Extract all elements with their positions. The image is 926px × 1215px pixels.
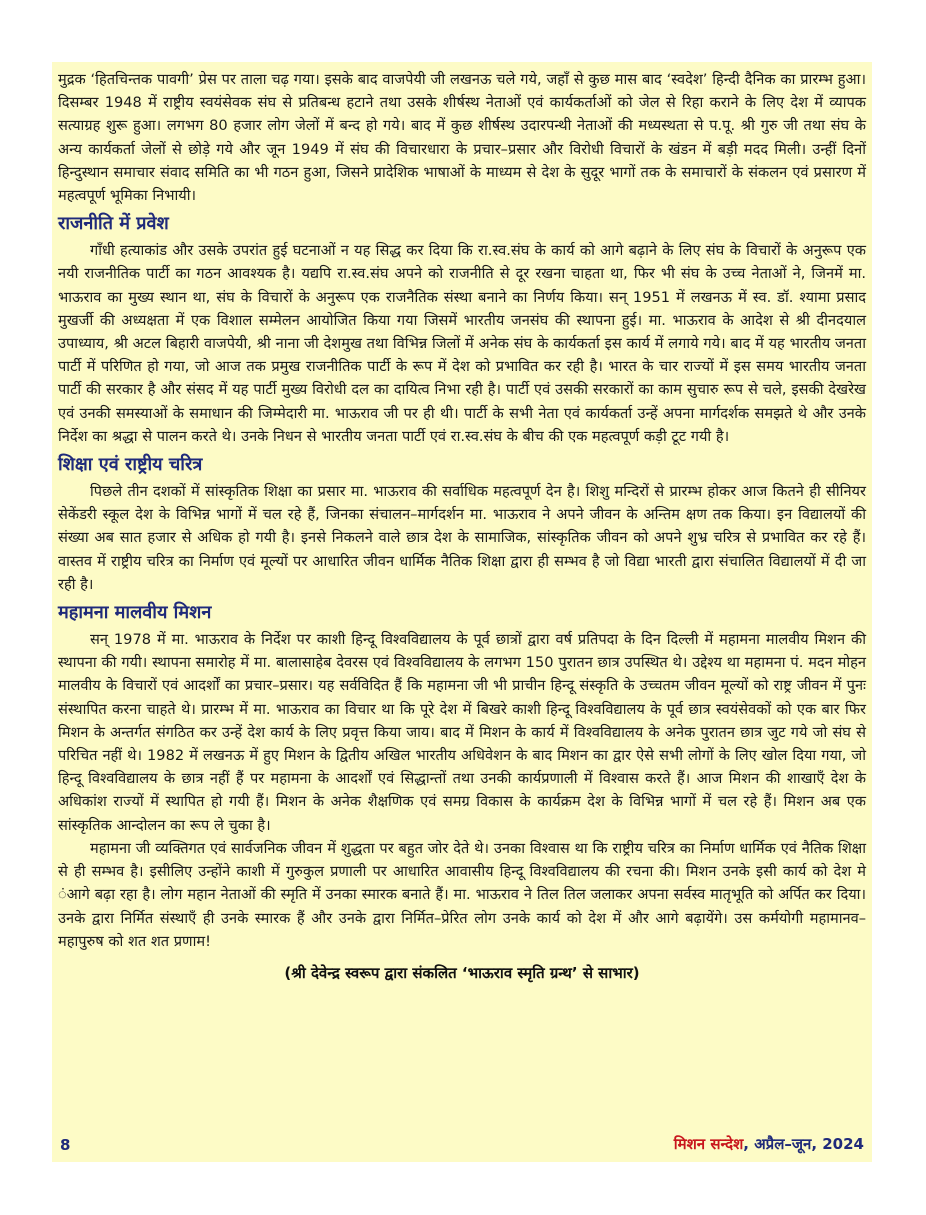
paragraph-education: पिछले तीन दशकों में सांस्कृतिक शिक्षा का प्रसार मा. भाऊराव की सर्वाधिक महत्वपूर्ण देन है। शिशु मन्दिरों से प्रारम्भ होकर आज कितने ही सीनियर सेकेंडरी स्कूल देश के विभिन्न भागों में चल रहे हैं, जिनका संचालन–मार्गदर्शन मा. भाऊराव ने अपने जीवन के अन्तिम क्षण तक किया। इन विद्यालयों की संख्या अब सात हजार से अधिक हो गयी है। इनसे निकलने वाले छात्र देश के सामाजिक, सांस्कृतिक जीवन को अपने शुभ्र चरित्र से प्रभावित कर रहे हैं। वास्तव में राष्ट्रीय चरित्र का निर्माण एवं मूल्यों पर आधारित जीवन धार्मिक नैतिक शिक्षा द्वारा ही सम्भव है जो विद्या भारती द्वारा संचालित विद्यालयों में दी जा रही है।: [58, 483, 866, 593]
magazine-name: मिशन सन्देश: [673, 1135, 744, 1153]
heading-education-character: शिक्षा एवं राष्ट्रीय चरित्र: [58, 454, 203, 476]
heading-malviya-mission: महामना मालवीय मिशन: [58, 602, 212, 624]
publication-info: [674, 1134, 864, 1154]
page-footer: [58, 1130, 866, 1154]
paragraph-mission: सन् 1978 में मा. भाऊराव के निर्देश पर काशी हिन्दू विश्वविद्यालय के पूर्व छात्रों द्वारा वर्ष प्रतिपदा के दिन दिल्ली में महामना मालवीय मिशन की स्थापना की गयी। स्थापना समारोह में मा. बालासाहेब देवरस एवं विश्वविद्यालय के लगभग 150 पुरातन छात्र उपस्थित थे। उद्देश्य था महामना पं. मदन मोहन मालवीय के विचारों एवं आदर्शों का प्रचार–प्रसार। यह सर्वविदित हैं कि महामना जी भी प्राचीन हिन्दू संस्कृति के उच्चतम जीवन मूल्यों को राष्ट्र जीवन में पुनः संस्थापित करना चाहते थे। प्रारम्भ में मा. भाऊराव का विचार था कि पूरे देश में बिखरे काशी हिन्दू विश्वविद्यालय के पूर्व छात्र स्वयंसेवकों को एक बार फिर मिशन के अन्तर्गत संगठित कर उन्हें देश कार्य के लिए प्रवृत्त किया जाय। बाद में मिशन के कार्य में विश्वविद्यालय के अनेक पुरातन छात्र जुट गये जो संघ से परिचित नहीं थे। 1982 में लखनऊ में हुए मिशन के द्वितीय अखिल भारतीय अधिवेशन के बाद मिशन का द्वार ऐसे सभी लोगों के लिए खोल दिया गया, जो हिन्दू विश्वविद्यालय के छात्र नहीं हैं पर महामना के आदर्शों एवं सिद्धान्तों तथा उनकी कार्यप्रणाली में विश्वास करते हैं। आज मिशन की शाखाएँ देश के अधिकांश राज्यों में स्थापित हो गयी हैं। मिशन के अनेक शैक्षणिक एवं समग्र विकास के कार्यक्रम देश के विभिन्न भागों में चल रहे हैं। मिशन अब एक सांस्कृतिक आन्दोलन का रूप ले चुका है।: [58, 631, 866, 834]
paragraph-politics: गाँधी हत्याकांड और उसके उपरांत हुई घटनाओं न यह सिद्ध कर दिया कि रा.स्व.संघ के कार्य को आगे बढ़ाने के लिए संघ के विचारों के अनुरूप एक नयी राजनीतिक पार्टी का गठन आवश्यक है। यद्यपि रा.स्व.संघ अपने को राजनीति से दूर रखना चाहता था, फिर भी संघ के उच्च नेताओं ने, जिनमें मा. भाऊराव का मुख्य स्थान था, संघ के विचारों के अनुरूप एक राजनैतिक संस्था बनाने का निर्णय किया। सन् 1951 में लखनऊ में स्व. डॉ. श्यामा प्रसाद मुखर्जी की अध्यक्षता में एक विशाल सम्मेलन आयोजित किया गया जिसमें भारतीय जनसंघ की स्थापना हुई। मा. भाऊराव के आदेश से श्री दीनदयाल उपाध्याय, श्री अटल बिहारी वाजपेयी, श्री नाना जी देशमुख तथा विभिन्न जिलों में अनेक संघ के कार्यकर्ता इस कार्य में लगाये गये। बाद में यह भारतीय जनता पार्टी में परिणित हो गया, जो आज तक प्रमुख राजनीतिक पार्टी के रूप में देश को प्रभावित कर रही है। भारत के चार राज्यों में इस समय भारतीय जनता पार्टी की सरकार है और संसद में यह पार्टी मुख्य विरोधी दल का दायित्व निभा रही है। पार्टी एवं उसकी सरकारों का काम सुचारु रूप से चले, इसकी देखरेख एवं उनकी समस्याओं के समाधान की जिम्मेदारी मा. भाऊराव जी पर ही थी। पार्टी के सभी नेता एवं कार्यकर्ता उन्हें अपना मार्गदर्शक समझते थे और उनके निर्देश का श्रद्धा से पालन करते थे। उनके निधन से भारतीय जनता पार्टी एवं रा.स्व.संघ के बीच की एक महत्वपूर्ण कड़ी टूट गयी है।: [58, 242, 867, 445]
issue-date: , अप्रैल–जून, 2024: [743, 1135, 864, 1153]
article-page: [52, 62, 872, 1162]
paragraph-intro: मुद्रक ‘हितचिन्तक पावगी’ प्रेस पर ताला चढ़ गया। इसके बाद वाजपेयी जी लखनऊ चले गये, जहाँ से कुछ मास बाद ‘स्वदेश’ हिन्दी दैनिक का प्रारम्भ हुआ। दिसम्बर 1948 में राष्ट्रीय स्वयंसेवक संघ से प्रतिबन्ध हटाने तथा उसके शीर्षस्थ नेताओं एवं कार्यकर्ताओं को जेल से रिहा कराने के लिए देश में व्यापक सत्याग्रह शुरू हुआ। लगभग 80 हजार लोग जेलों में बन्द हो गये। बाद में कुछ शीर्षस्थ उदारपन्थी नेताओं की मध्यस्थता से प.पू. श्री गुरु जी तथा संघ के अन्य कार्यकर्ता जेलों से छोड़े गये और जून 1949 में संघ की विचारधारा के प्रचार–प्रसार और विरोधी विचारों के खंडन में बड़ी मदद मिली। उन्हीं दिनों हिन्दुस्थान समाचार संवाद समिति का भी गठन हुआ, जिसने प्रादेशिक भाषाओं के माध्यम से देश के सुदूर भागों तक के समाचारों के संकलन एवं प्रसारण में महत्वपूर्ण भूमिका निभायी।: [58, 71, 866, 205]
page-number: 8: [60, 1136, 71, 1154]
source-credit: (श्री देवेन्द्र स्वरूप द्वारा संकलित ‘भाऊराव स्मृति ग्रन्थ’ से साभार): [284, 963, 640, 982]
paragraph-mahamana: महामना जी व्यक्तिगत एवं सार्वजनिक जीवन में शुद्धता पर बहुत जोर देते थे। उनका विश्वास था कि राष्ट्रीय चरित्र का निर्माण धार्मिक एवं नैतिक शिक्षा से ही सम्भव है। इसीलिए उन्होंने काशी में गुरुकुल प्रणाली पर आधारित आवासीय हिन्दू विश्वविद्यालय की रचना की। मिशन उनके इसी कार्य को देश मे ंआगे बढ़ा रहा है। लोग महान नेताओं की स्मृति में उनका स्मारक बनाते हैं। मा. भाऊराव ने तिल तिल जलाकर अपना सर्वस्व मातृभूति को अर्पित कर दिया। उनके द्वारा निर्मित संस्थाएँ ही उनके स्मारक हैं और उनके द्वारा निर्मित–प्रेरित लोग उनके कार्य को देश में और आगे बढ़ायेंगे। उस कर्मयोगी महामानव–महापुरुष को शत शत प्रणाम!: [58, 839, 866, 950]
heading-politics-entry: राजनीति में प्रवेश: [58, 213, 169, 235]
